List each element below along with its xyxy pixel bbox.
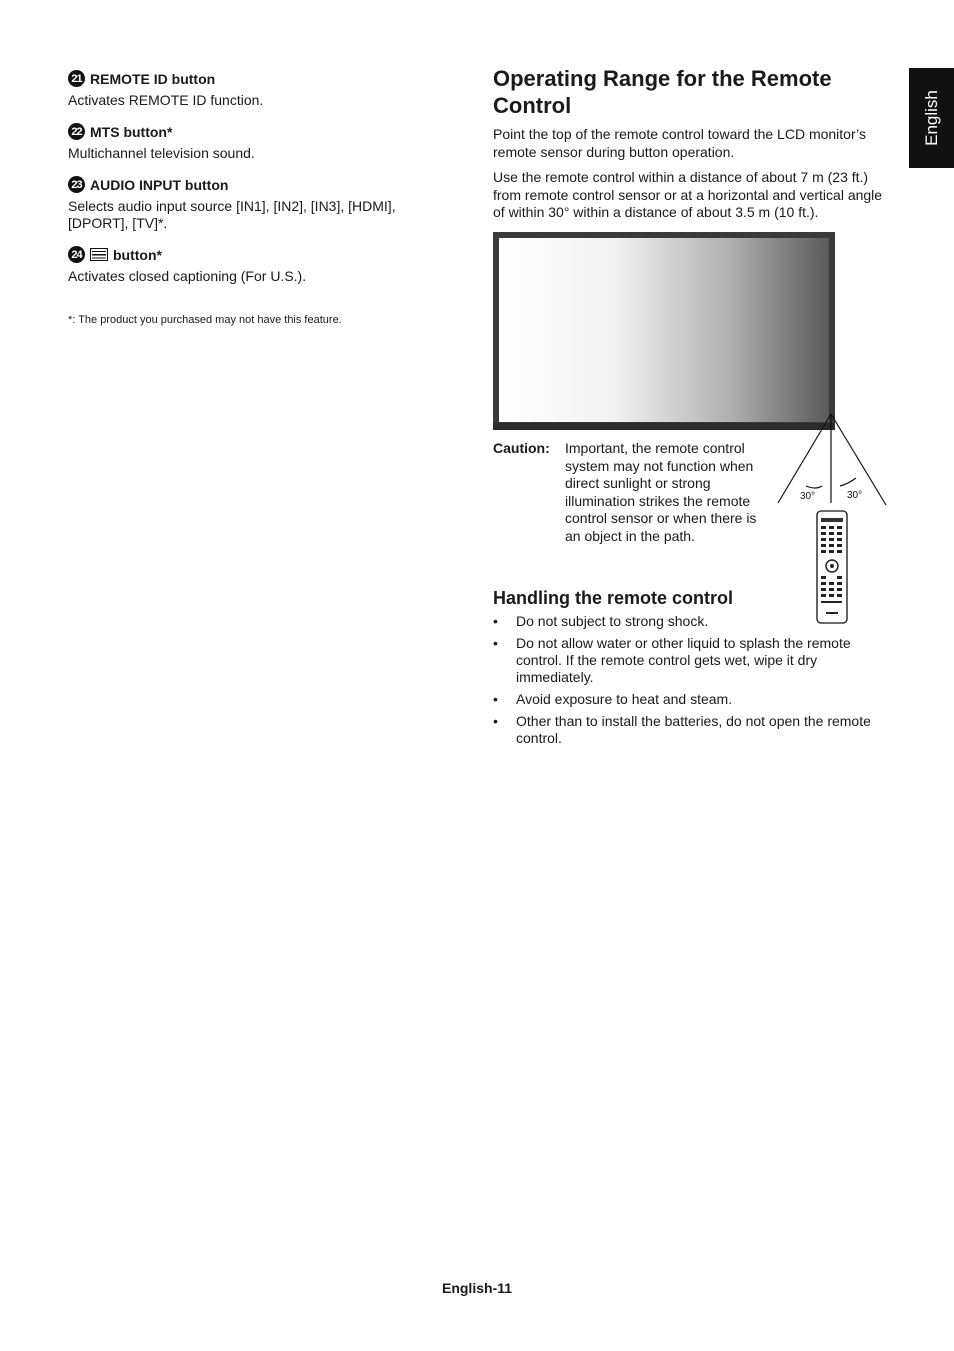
footnote: *: The product you purchased may not have this feature. — [68, 314, 342, 326]
item-desc: Activates REMOTE ID function. — [68, 92, 264, 108]
item-22 — [68, 123, 428, 162]
number-21-icon: 21 — [68, 70, 85, 87]
list-item: • Do not subject to strong shock. — [493, 613, 878, 630]
language-tab-label: English — [921, 90, 941, 146]
list-item: • Avoid exposure to heat and steam. — [493, 691, 878, 708]
caution-label: Caution: — [493, 440, 550, 456]
angle-left-label: 30° — [800, 491, 816, 502]
remote-control-illustration — [817, 511, 847, 623]
number-23-icon: 23 — [68, 176, 85, 193]
operating-range-figure — [488, 228, 893, 628]
item-24 — [68, 246, 428, 285]
item-title: MTS button* — [90, 123, 173, 140]
item-title: REMOTE ID button — [90, 70, 216, 87]
item-desc: Activates closed captioning (For U.S.). — [68, 268, 307, 284]
item-desc: Multichannel television sound. — [68, 145, 255, 161]
page-title: Operating Range for the Remote Control — [493, 66, 832, 118]
item-title: AUDIO INPUT button — [90, 176, 229, 193]
list-item: • Do not allow water or other liquid to splash the remote control. If the remote control gets wet, wipe it dry immediately. — [493, 635, 878, 686]
item-desc: Selects audio input source [IN1], [IN2], [IN3], [HDMI], [DPORT], [TV]*. — [68, 198, 396, 231]
angle-right-label: 30° — [847, 490, 863, 501]
number-24-icon: 24 — [68, 246, 85, 263]
closed-caption-icon — [90, 248, 108, 261]
item-title: button* — [113, 246, 162, 263]
handling-list — [493, 613, 878, 752]
page-number: English-11 — [441, 1280, 513, 1296]
range-paragraph: Use the remote control within a distance of about 7 m (23 ft.) from remote control sensor or at a horizontal and vertical angle of within 30° within a distance of about 3.5 m (10 ft.). — [493, 169, 883, 220]
number-22-icon: 22 — [68, 123, 85, 140]
caution-text: Important, the remote control system may not function when direct sunlight or strong illumination strikes the remote control sensor or when there is an object in the path. — [565, 440, 757, 544]
intro-paragraph: Point the top of the remote control toward the LCD monitor’s remote sensor during button operation. — [493, 126, 867, 160]
item-21 — [68, 70, 428, 109]
item-23 — [68, 176, 428, 232]
handling-heading: Handling the remote control — [493, 588, 734, 608]
language-tab — [909, 68, 954, 168]
list-item: • Other than to install the batteries, do not open the remote control. — [493, 713, 878, 747]
lcd-monitor — [493, 232, 835, 430]
